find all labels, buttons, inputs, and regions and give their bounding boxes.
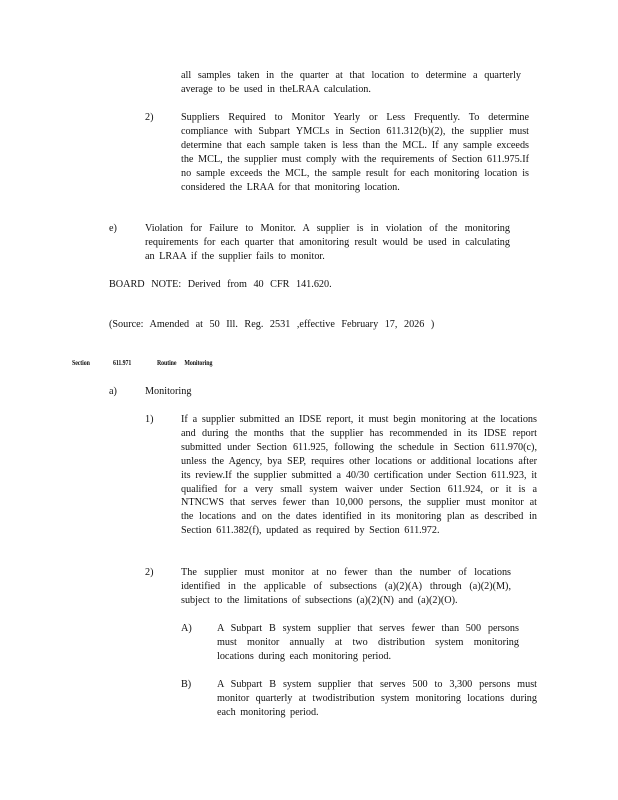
sub-a-heading: Monitoring: [145, 386, 192, 397]
a2-label: 2): [145, 567, 154, 578]
a2-paragraph: The supplier must monitor at no fewer than the number of locations identified in the applicable of subsections (a)(2)(A) through (a)(2)(M), subject to the limitations of subsections (a)(2)(N) and (a)(2)(O).: [181, 567, 511, 606]
section-word: Section: [72, 359, 90, 367]
item-B-label: B): [181, 679, 192, 690]
board-note: BOARD NOTE: Derived from 40 CFR 141.620.: [109, 279, 332, 290]
sub-a-label: a): [109, 386, 117, 397]
item-e-label: e): [109, 223, 117, 234]
section-title: Routine Monitoring: [157, 359, 213, 367]
item-2-label: 2): [145, 112, 154, 123]
a1-label: 1): [145, 414, 154, 425]
item-e-paragraph: Violation for Failure to Monitor. A supplier is in violation of the monitoring requirements for each quarter that amonitoring result would be used in calculating an LRAA if the supplier fails to monitor.: [145, 223, 510, 262]
source-note: (Source: Amended at 50 Ill. Reg. 2531 ,effective February 17, 2026 ): [109, 319, 435, 330]
item-2-paragraph: Suppliers Required to Monitor Yearly or Less Frequently. To determine compliance with Subpart YMCLs in Section 611.312(b)(2), the supplier must determine that each sample taken is less than the MCL. If any sample exceeds the MCL, the supplier must comply with the requirements of Section 611.975.If no sample exceeds the MCL, the sample result for each monitoring location is considered the LRAA for that monitoring location.: [181, 112, 529, 193]
item-A-label: A): [181, 623, 192, 634]
section-number: 611.971: [113, 359, 132, 367]
carryover-paragraph: all samples taken in the quarter at that location to determine a quarterly average to be used in theLRAA calculation.: [181, 70, 521, 95]
item-B-paragraph: A Subpart B system supplier that serves 500 to 3,300 persons must monitor quarterly at twodistribution system monitoring locations during each monitoring period.: [217, 679, 537, 718]
a1-paragraph: If a supplier submitted an IDSE report, it must begin monitoring at the locations and during the months that the supplier has recommended in its IDSE report submitted under Section 611.925, following the schedule in Section 611.970(c), unless the Agency, bya SEP, requires other locations or additional locations after its review.If the supplier submitted a 40/30 certification under Section 611.923, it qualified for a very small system waiver under Section 611.924, or it is a NTNCWS that serves fewer than 10,000 persons, the supplier must monitor at the locations and on the dates identified in its monitoring plan as described in Section 611.382(f), updated as required by Section 611.972.: [181, 414, 537, 537]
item-A-paragraph: A Subpart B system supplier that serves fewer than 500 persons must monitor annually at two distribution system monitoring locations during each monitoring period.: [217, 623, 519, 662]
